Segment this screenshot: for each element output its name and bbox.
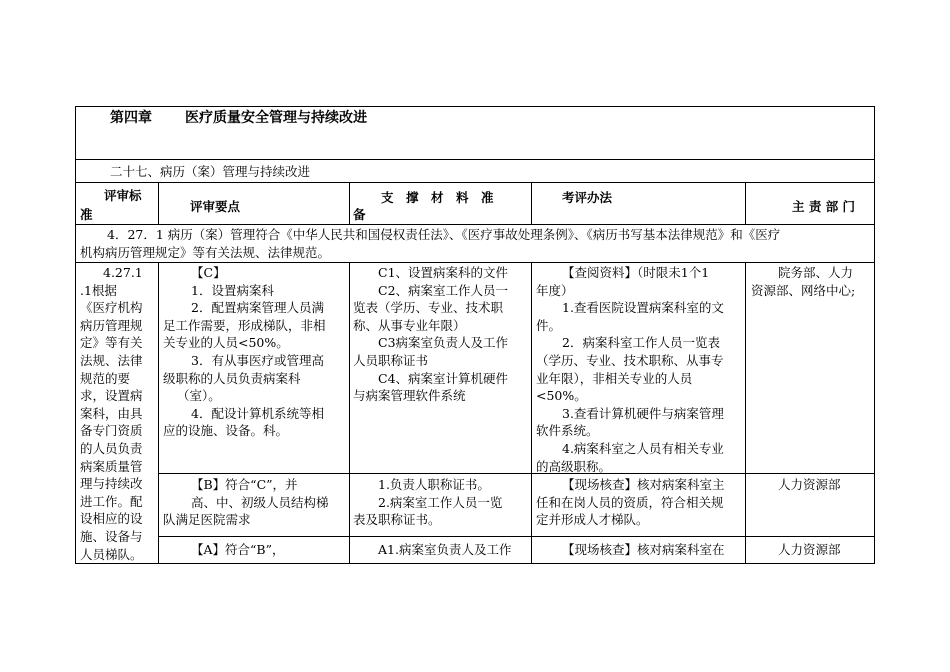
rule xyxy=(75,224,875,225)
rule xyxy=(531,262,532,563)
standard-line: 法规、法律 xyxy=(80,352,143,368)
method-line: 1.查看医院设置病案科室的文 xyxy=(562,300,724,316)
rule xyxy=(158,182,159,224)
chapter-label: 第四章 xyxy=(110,110,152,126)
standard-line: 定》等有关 xyxy=(80,335,143,351)
row-b-method xyxy=(536,476,741,529)
rule xyxy=(75,106,76,564)
materials-line: 览表（学历、专业、技术职 xyxy=(353,300,504,316)
method-line: 业年限），非相关专业的人员 xyxy=(536,370,693,386)
rule xyxy=(75,159,875,160)
rule xyxy=(75,563,875,564)
points-line: 【B】符合“C”，并 xyxy=(191,477,298,492)
header-dept: 主 责 部 门 xyxy=(792,199,856,214)
header-standard: 评审标 xyxy=(104,188,142,203)
materials-line: C1、设置病案科的文件 xyxy=(378,265,509,280)
row-a-method xyxy=(536,541,741,559)
points-line: 关专业的人员<50%。 xyxy=(163,335,289,351)
method-line: 【现场核查】核对病案科室在 xyxy=(562,542,725,557)
standard-line: 案科，由具 xyxy=(80,405,143,421)
points-line: 队满足医院需求 xyxy=(163,512,251,528)
chapter-title: 医疗质量安全管理与持续改进 xyxy=(185,110,367,126)
materials-line: 1.负责人职称证书。 xyxy=(378,477,490,492)
standard-line: 病案质量管 xyxy=(80,458,143,474)
materials-line: 人员职称证书 xyxy=(353,352,429,368)
standard-line: 施、设备与 xyxy=(80,528,143,544)
materials-line: C2、病案室工作人员一 xyxy=(378,282,509,298)
points-line: 【A】符合“B”， xyxy=(191,542,285,557)
clause-line: 机构病历管理规定》等有关法规、法律规范。 xyxy=(80,244,331,260)
dept-line: 人力资源部 xyxy=(778,477,841,492)
method-line: 的高级职称。 xyxy=(536,458,612,474)
row-c-dept xyxy=(751,264,873,299)
row-a-materials xyxy=(353,541,528,559)
rule xyxy=(349,262,350,563)
materials-line: A1.病案室负责人及工作 xyxy=(378,542,512,557)
rule xyxy=(75,106,875,107)
standard-cell xyxy=(80,264,155,563)
rule xyxy=(158,262,159,563)
materials-line: C3病案室负责人及工作 xyxy=(378,335,509,351)
row-c-materials xyxy=(353,264,528,405)
standard-line: 设相应的设 xyxy=(80,511,143,527)
dept-line: 资源部、网络中心; xyxy=(751,282,856,298)
standard-line: 求，设置病 xyxy=(80,388,143,404)
standard-line: 人员梯队。 xyxy=(80,546,143,562)
standard-line: 进工作。配 xyxy=(80,493,143,509)
header-points: 评审要点 xyxy=(190,199,241,214)
rule xyxy=(158,473,875,474)
row-b-materials xyxy=(353,476,528,529)
header-method: 考评办法 xyxy=(562,190,613,205)
method-line: <50%。 xyxy=(536,388,587,404)
materials-line: 表及职称证书。 xyxy=(353,512,441,528)
points-line: 高、中、初级人员结构梯 xyxy=(191,494,329,510)
points-line: 4．配设计算机系统等相 xyxy=(191,405,324,421)
rule xyxy=(75,182,875,183)
standard-line: 规范的要 xyxy=(80,370,131,386)
standard-line: 理与持续改 xyxy=(80,476,143,492)
section-title: 二十七、病历（案）管理与持续改进 xyxy=(110,164,311,179)
method-line: 4.病案科室之人员有相关专业 xyxy=(562,440,724,456)
rule xyxy=(349,182,350,224)
row-b-points xyxy=(163,476,345,529)
method-line: 定并形成人才梯队。 xyxy=(536,512,649,528)
points-line: 应的设施、设备。科。 xyxy=(163,423,289,439)
method-line: 【查阅资料】（时限未1个1 xyxy=(562,265,710,280)
rule xyxy=(745,262,746,563)
points-line: （室）。 xyxy=(177,388,221,404)
method-line: 任和在岗人员的资质，符合相关规 xyxy=(536,494,724,510)
dept-line: 院务部、人力 xyxy=(778,265,854,280)
standard-line: .1根据 xyxy=(80,282,117,298)
standard-line: 《医疗机构 xyxy=(80,300,143,316)
standard-line: 病历管理规 xyxy=(80,317,143,333)
method-line: 3.查看计算机硬件与病案管理 xyxy=(562,405,724,421)
points-line: 足工作需要，形成梯队，非相 xyxy=(163,317,326,333)
row-b-dept xyxy=(751,476,873,494)
method-line: 件。 xyxy=(536,317,562,333)
method-line: 年度） xyxy=(536,282,574,298)
dept-line: 人力资源部 xyxy=(778,542,841,557)
points-line: 级职称的人员负责病案科 xyxy=(163,370,301,386)
header-materials-cont: 备 xyxy=(353,207,366,222)
materials-line: 2.病案室工作人员一览 xyxy=(378,494,503,510)
clause-line: 4．27．1 病历（案）管理符合《中华人民共和国侵权责任法》、《医疗事故处理条例》、《病历书写基本法律规范》和《医疗 xyxy=(107,227,781,242)
rule xyxy=(874,106,875,564)
standard-line: 4.27.1 xyxy=(103,265,143,280)
clause-text xyxy=(80,226,872,261)
rule xyxy=(531,182,532,224)
method-line: （学历、专业、技术职称、从事专 xyxy=(536,352,724,368)
points-line: 3．有从事医疗或管理高 xyxy=(191,352,324,368)
row-a-points xyxy=(163,541,345,559)
method-line: 2．病案科室工作人员一览表 xyxy=(562,335,720,351)
rule xyxy=(158,536,875,537)
materials-line: 称、从事专业年限） xyxy=(353,317,466,333)
points-line: 2．配置病案管理人员满 xyxy=(191,300,324,316)
rule xyxy=(745,182,746,224)
header-materials: 支 撑 材 料 准 xyxy=(381,190,494,205)
points-line: 1．设置病案科 xyxy=(191,282,274,298)
row-c-method xyxy=(536,264,741,475)
standard-line: 备专门资质 xyxy=(80,423,143,439)
header-standard-cont: 准 xyxy=(80,207,93,222)
method-line: 【现场核查】核对病案科室主 xyxy=(562,477,725,492)
materials-line: C4、病案室计算机硬件 xyxy=(378,370,509,386)
points-line: 【C】 xyxy=(191,265,226,280)
materials-line: 与病案管理软件系统 xyxy=(353,388,466,404)
row-c-points xyxy=(163,264,345,440)
rule xyxy=(75,262,875,263)
standard-line: 的人员负责 xyxy=(80,440,143,456)
row-a-dept xyxy=(751,541,873,559)
method-line: 软件系统。 xyxy=(536,423,599,439)
